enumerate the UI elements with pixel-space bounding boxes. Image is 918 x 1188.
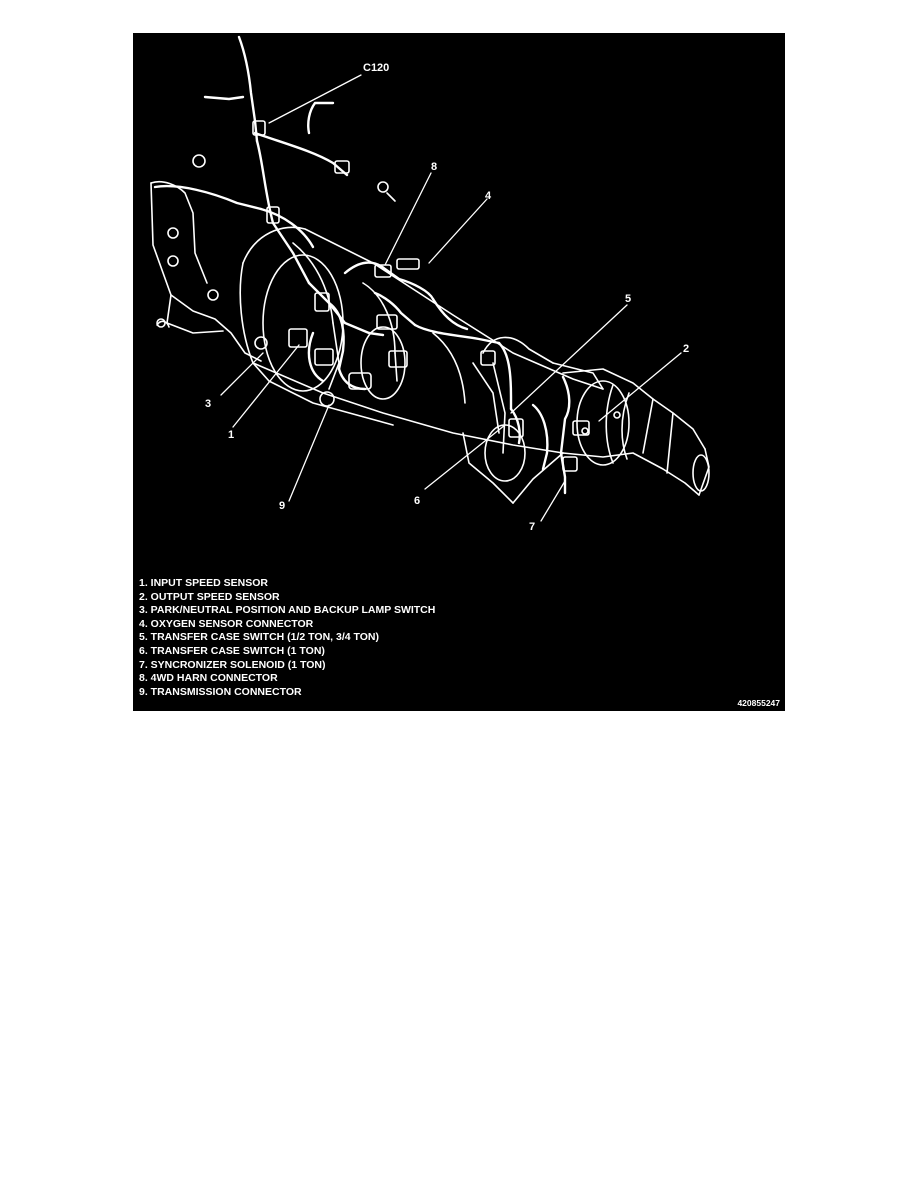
leader-lines	[221, 75, 681, 521]
legend-item: 1. INPUT SPEED SENSOR	[139, 577, 268, 589]
legend-item: 3. PARK/NEUTRAL POSITION AND BACKUP LAMP SWITCH	[139, 604, 436, 617]
callout-c120: C120	[363, 62, 390, 74]
extension-housing	[563, 369, 709, 495]
figure-code: 420855247	[737, 698, 780, 708]
legend-item: 7. SYNCRONIZER SOLENOID (1 TON)	[139, 658, 326, 671]
connectors	[157, 121, 589, 471]
callout-3: 3	[205, 398, 212, 410]
callout-1: 1	[228, 429, 235, 441]
callout-9: 9	[279, 500, 286, 512]
transmission-wiring-drawing	[133, 33, 785, 578]
legend-item: 8. 4WD HARN CONNECTOR	[139, 672, 278, 685]
callout-7: 7	[529, 521, 536, 533]
legend	[139, 577, 435, 699]
legend-item: 4. OXYGEN SENSOR CONNECTOR	[139, 617, 314, 630]
callout-6: 6	[414, 495, 421, 507]
callout-5: 5	[625, 293, 632, 305]
callout-4: 4	[485, 190, 492, 202]
wiring-diagram-figure	[133, 33, 785, 711]
legend-item: 6. TRANSFER CASE SWITCH (1 TON)	[139, 644, 325, 657]
callout-2: 2	[683, 343, 690, 355]
transmission-housing	[240, 227, 603, 453]
legend-item: 5. TRANSFER CASE SWITCH (1/2 TON, 3/4 TON)	[139, 631, 379, 644]
legend-item: 2. OUTPUT SPEED SENSOR	[139, 590, 280, 603]
callout-8: 8	[431, 161, 438, 173]
legend-item: 9. TRANSMISSION CONNECTOR	[139, 685, 302, 698]
